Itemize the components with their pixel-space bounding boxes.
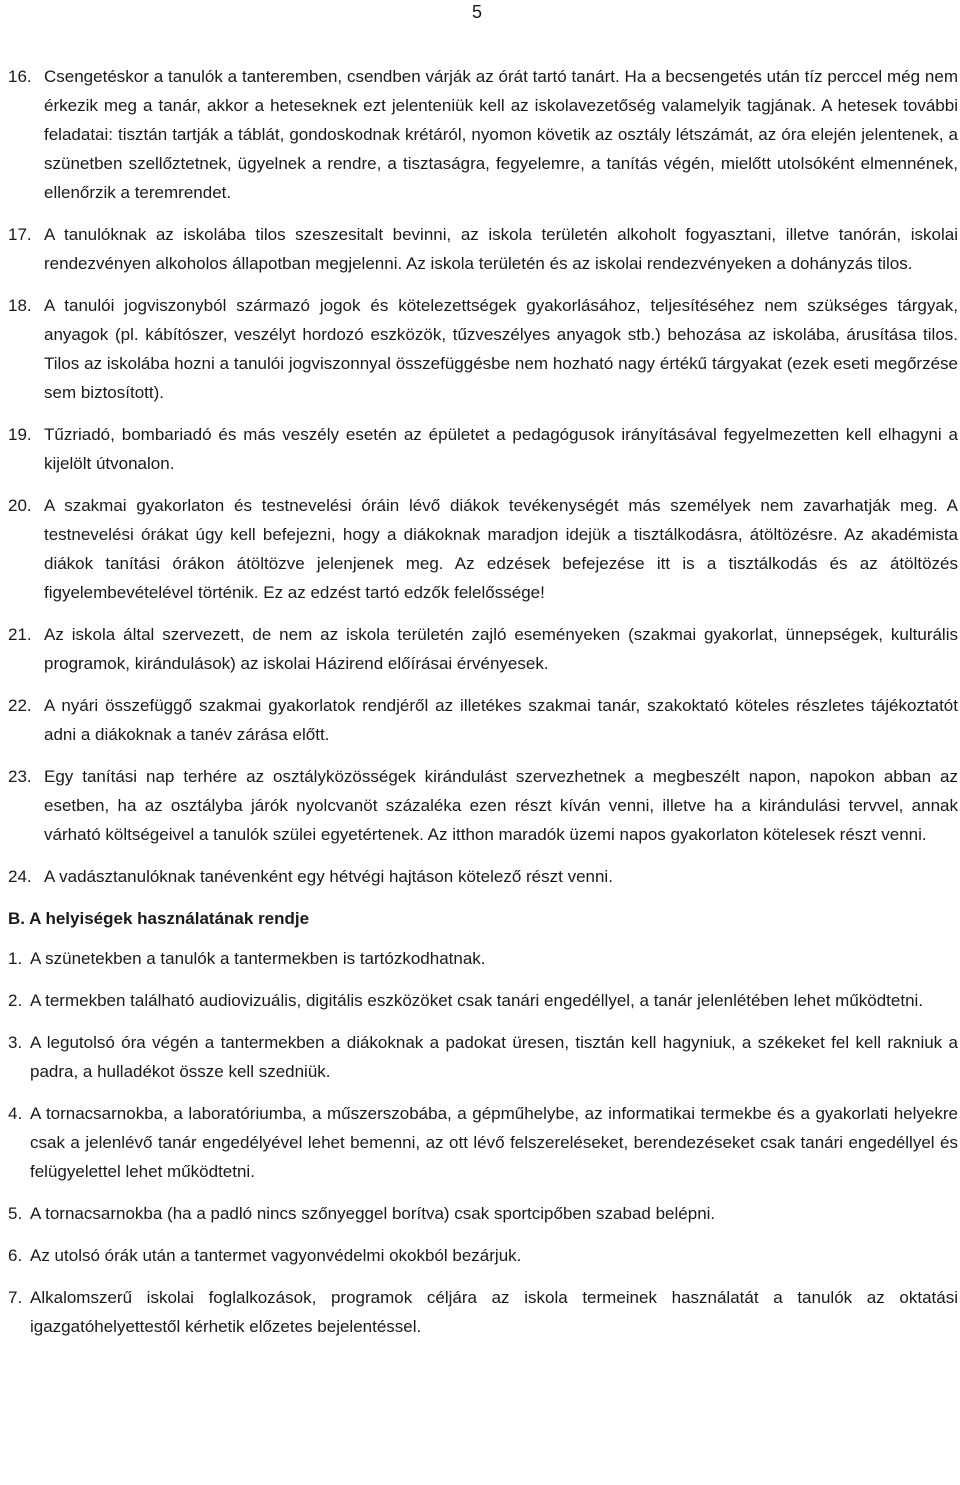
list-item-18 — [8, 291, 958, 407]
item-text: Alkalomszerű iskolai foglalkozások, programok céljára az iskola termeinek használatát a tanulók az oktatási igazgatóhelyettestől kérhetik előzetes bejelentéssel. — [30, 1288, 958, 1336]
list-item-b3 — [8, 1028, 958, 1086]
rules-list — [8, 62, 958, 891]
document-body — [8, 62, 958, 1354]
item-text: A legutolsó óra végén a tantermekben a diákoknak a padokat üresen, tisztán kell hagyniuk, a székeket fel kell rakniuk a padra, a hulladékot össze kell szedniük. — [30, 1033, 958, 1081]
item-number: 4. — [8, 1104, 23, 1123]
item-number: 5. — [8, 1204, 23, 1223]
list-item-16 — [8, 62, 958, 207]
item-number: 17. — [8, 225, 32, 244]
item-number: 19. — [8, 425, 32, 444]
item-text: Tűzriadó, bombariadó és más veszély esetén az épületet a pedagógusok irányításával fegyelmezetten kell elhagyni a kijelölt útvonalon. — [44, 425, 958, 473]
list-item-b4 — [8, 1099, 958, 1186]
item-text: A tanulói jogviszonyból származó jogok és kötelezettségek gyakorlásához, teljesítéséhez nem szükséges tárgyak, anyagok (pl. kábítószer, veszélyt hordozó eszközök, tűzveszélyes anyagok stb.) behozása az iskolába, árusítása tilos. Tilos az iskolába hozni a tanulói jogviszonnyal összefüggésbe nem hozható nagy értékű tárgyakat (ezek eseti megőrzése sem biztosított). — [44, 296, 958, 402]
list-item-22 — [8, 691, 958, 749]
item-number: 1. — [8, 949, 23, 968]
item-number: 23. — [8, 767, 32, 786]
item-text: A nyári összefüggő szakmai gyakorlatok rendjéről az illetékes szakmai tanár, szakoktató köteles részletes tájékoztatót adni a diákoknak a tanév zárása előtt. — [44, 696, 958, 744]
item-text: A tornacsarnokba, a laboratóriumba, a műszerszobába, a gépműhelybe, az informatikai termekbe és a gyakorlati helyekre csak a jelenlévő tanár engedélyével lehet bemenni, az ott lévő felszereléseket, berendezéseket csak tanári engedéllyel és felügyelettel lehet működtetni. — [30, 1104, 958, 1181]
item-text: A tornacsarnokba (ha a padló nincs szőnyeggel borítva) csak sportcipőben szabad belépni. — [30, 1204, 716, 1223]
item-number: 7. — [8, 1288, 23, 1307]
list-item-19 — [8, 420, 958, 478]
item-text: A tanulóknak az iskolába tilos szeszesitalt bevinni, az iskola területén alkoholt fogyasztani, illetve tanórán, iskolai rendezvényen alkoholos állapotban megjelenni. Az iskola területén és az iskolai rendezvényeken a dohányzás tilos. — [44, 225, 958, 273]
item-number: 3. — [8, 1033, 23, 1052]
item-text: Csengetéskor a tanulók a tanteremben, csendben várják az órát tartó tanárt. Ha a becsengetés után tíz perccel még nem érkezik meg a tanár, akkor a heteseknek ezt jelenteniük kell az iskolavezetőség valamelyik tagjának. A hetesek további feladatai: tisztán tartják a táblát, gondoskodnak krétáról, nyomon követik az osztály létszámát, az óra elején jelentenek, a szünetben szellőztetnek, ügyelnek a rendre, a tisztaságra, fegyelemre, a tanítás végén, mielőtt utolsóként elmennének, ellenőrzik a teremrendet. — [44, 67, 958, 202]
list-item-b5 — [8, 1199, 958, 1228]
item-number: 24. — [8, 867, 32, 886]
item-text: A termekben található audiovizuális, digitális eszközöket csak tanári engedéllyel, a tanár jelenlétében lehet működtetni. — [30, 991, 924, 1010]
item-text: A szakmai gyakorlaton és testnevelési óráin lévő diákok tevékenységét más személyek nem zavarhatják meg. A testnevelési órákat úgy kell befejezni, hogy a diákoknak maradjon idejük a tisztálkodásra, átöltözésre. Az akadémista diákok tanítási órákon átöltözve jelenjenek meg. Az edzések befejezése itt is a tisztálkodás és az átöltözés figyelembevételével történik. Ez az edzést tartó edzők felelőssége! — [44, 496, 958, 602]
section-heading: B. A helyiségek használatának rendje — [8, 909, 310, 928]
list-item-21 — [8, 620, 958, 678]
list-item-17 — [8, 220, 958, 278]
list-item-b7 — [8, 1283, 958, 1341]
rooms-rules-list — [8, 944, 958, 1341]
list-item-20 — [8, 491, 958, 607]
item-text: A szünetekben a tanulók a tantermekben is tartózkodhatnak. — [30, 949, 486, 968]
item-text: Az iskola által szervezett, de nem az iskola területén zajló eseményeken (szakmai gyakorlat, ünnepségek, kulturális programok, kirándulások) az iskolai Házirend előírásai érvényesek. — [44, 625, 958, 673]
list-item-23 — [8, 762, 958, 849]
item-number: 2. — [8, 991, 23, 1010]
list-item-b6 — [8, 1241, 958, 1270]
list-item-24 — [8, 862, 958, 891]
page-number: 5 — [472, 2, 483, 22]
item-number: 16. — [8, 67, 32, 86]
item-number: 6. — [8, 1246, 23, 1265]
list-item-b2 — [8, 986, 958, 1015]
item-number: 18. — [8, 296, 32, 315]
item-number: 22. — [8, 696, 32, 715]
item-number: 21. — [8, 625, 32, 644]
item-text: Az utolsó órák után a tantermet vagyonvédelmi okokból bezárjuk. — [30, 1246, 522, 1265]
item-text: A vadásztanulóknak tanévenként egy hétvégi hajtáson kötelező részt venni. — [44, 867, 613, 886]
item-text: Egy tanítási nap terhére az osztályközösségek kirándulást szervezhetnek a megbeszélt napon, napokon abban az esetben, ha az osztályba járók nyolcvanöt százaléka ezen részt kíván venni, illetve ha a kirándulási tervvel, annak várható költségeivel a tanulók szülei egyetértenek. Az itthon maradók üzemi napos gyakorlaton kötelesek részt venni. — [44, 767, 958, 844]
item-number: 20. — [8, 496, 32, 515]
list-item-b1 — [8, 944, 958, 973]
